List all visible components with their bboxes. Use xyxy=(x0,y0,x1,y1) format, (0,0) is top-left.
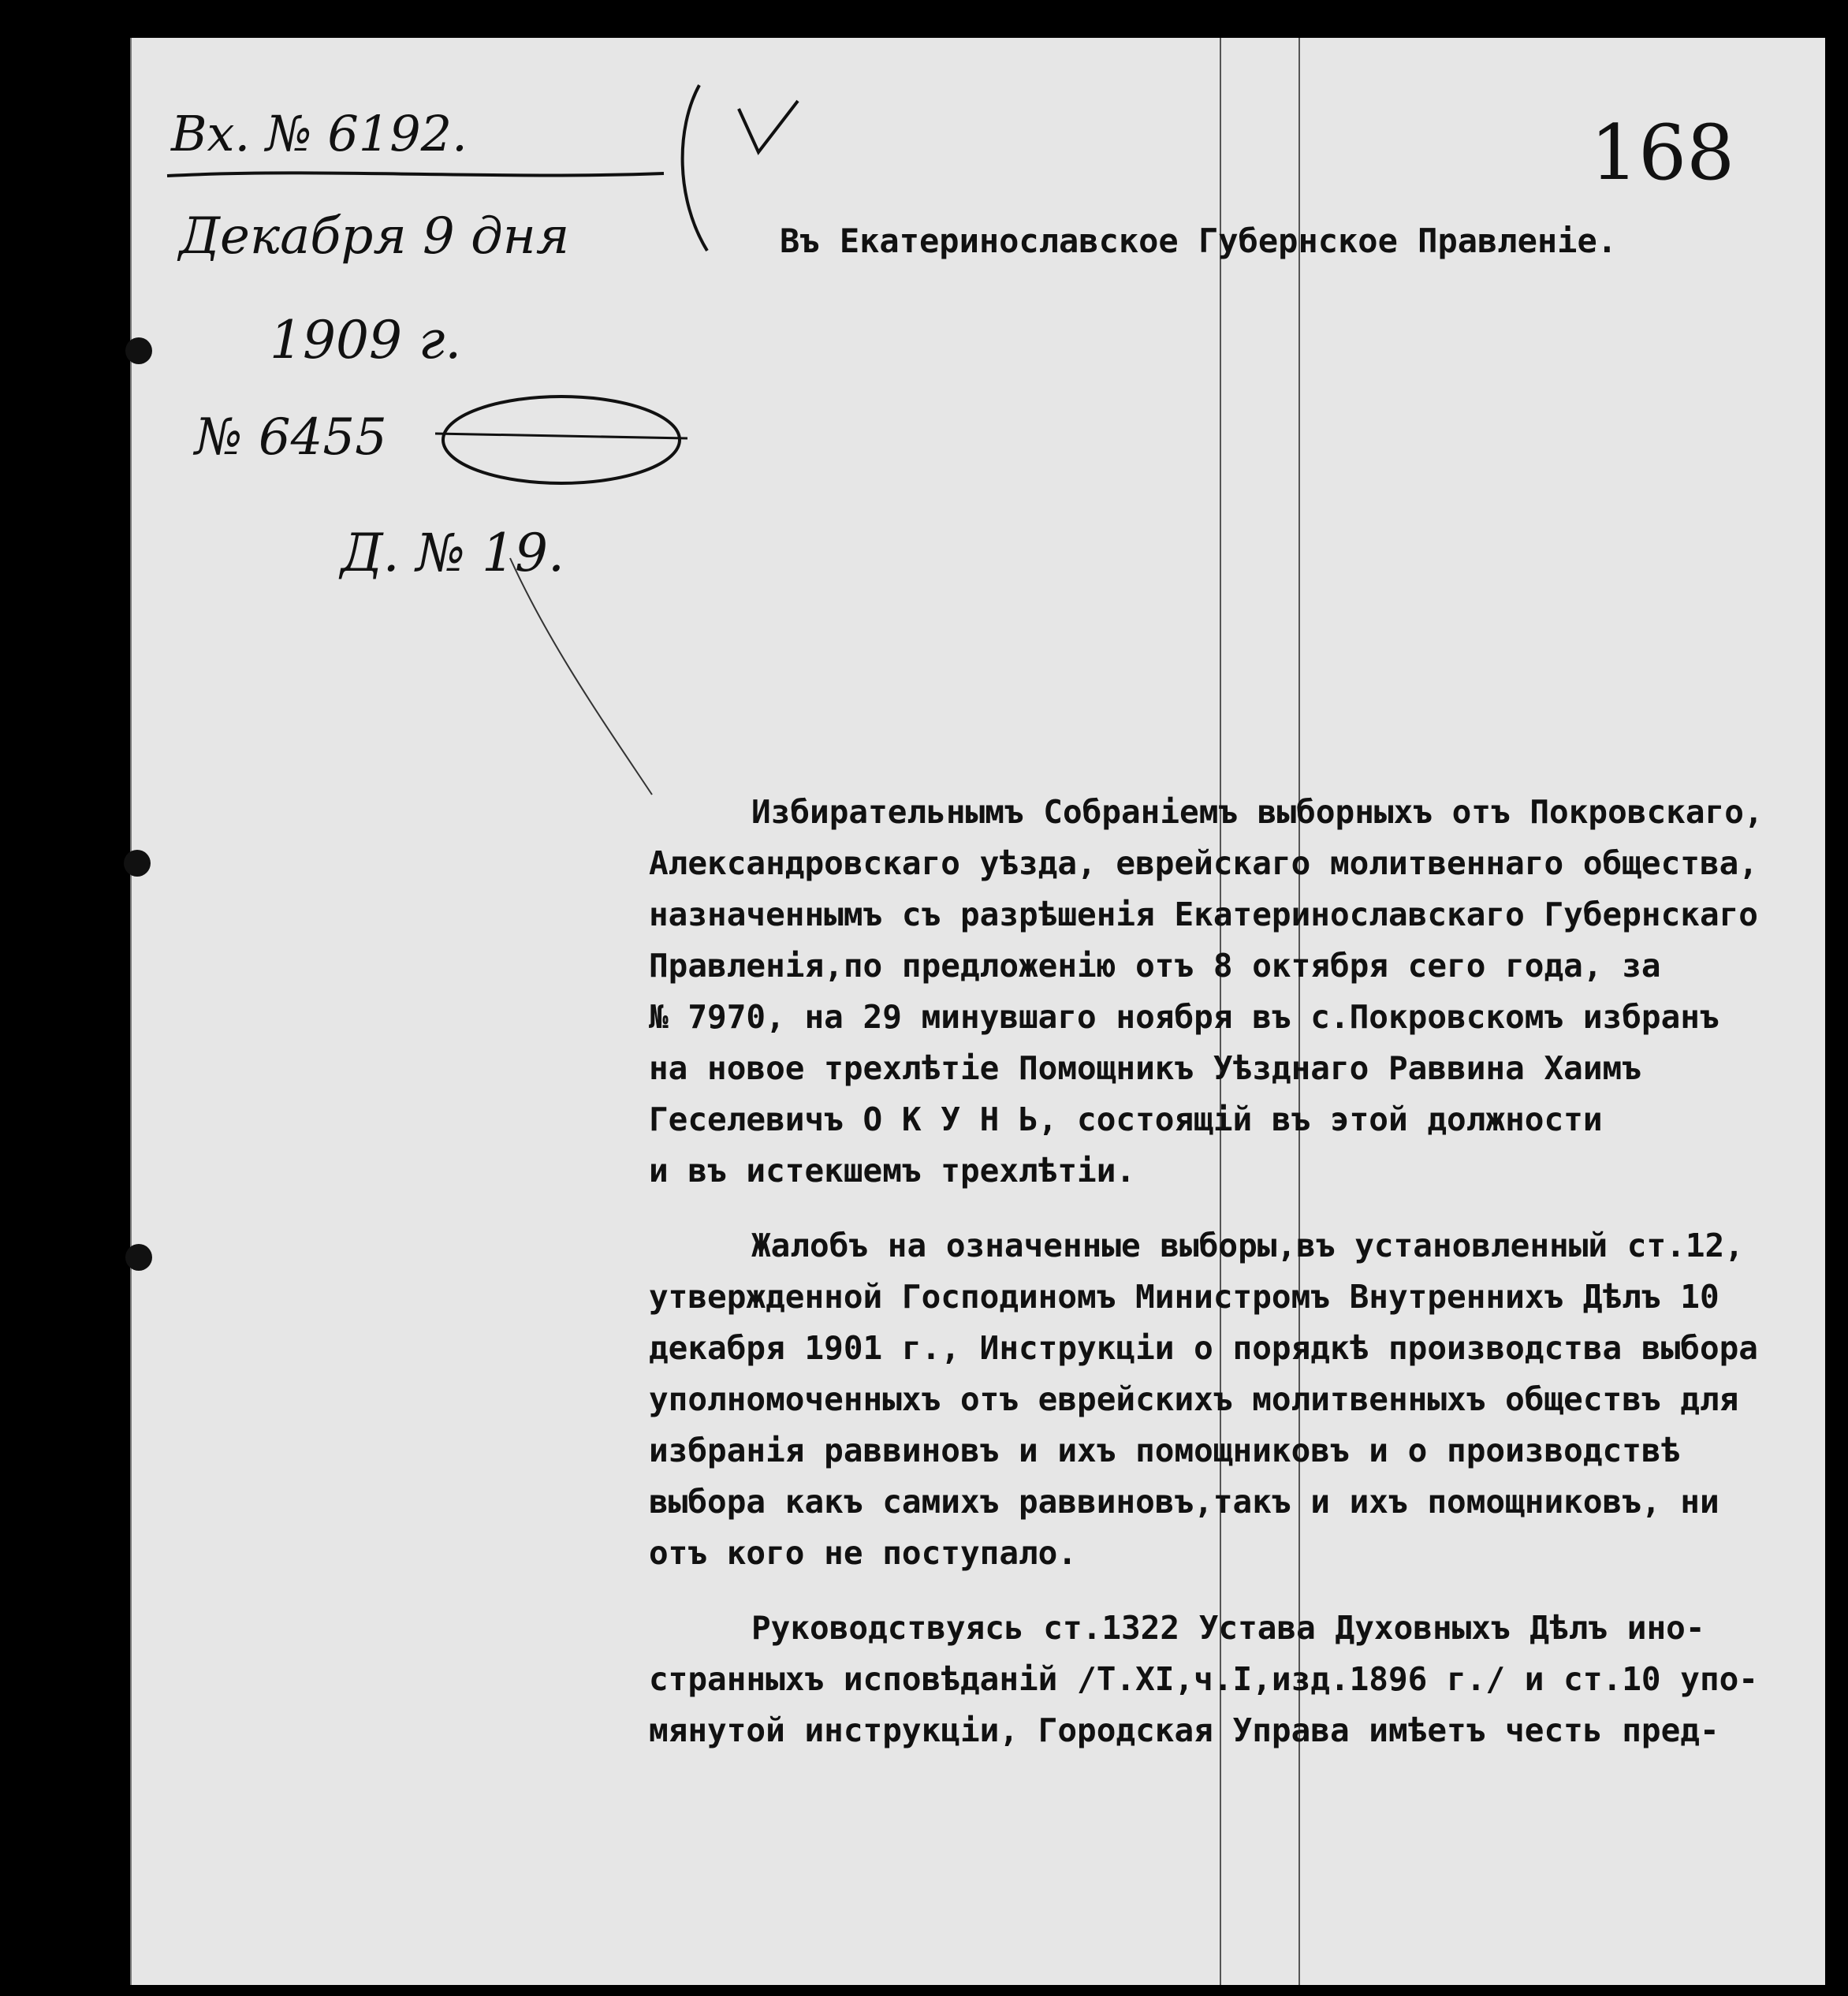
paragraph-request xyxy=(649,1603,1820,1756)
body-line: Геселевичъ О К У Н Ь, состоящій въ этой должности xyxy=(649,1100,1603,1138)
body-line: утвержденной Господиномъ Министромъ Внутреннихъ Дѣлъ 10 xyxy=(649,1278,1719,1316)
body-line: Жалобъ на означенные выборы,въ установленный ст.12, xyxy=(751,1227,1744,1264)
underline-stroke xyxy=(163,164,668,188)
body-line: Александровскаго уѣзда, еврейскаго молитвеннаго общества, xyxy=(649,844,1758,882)
body-line: уполномоченныхъ отъ еврейскихъ молитвенныхъ обществъ для xyxy=(649,1380,1739,1418)
body-line: Избирательнымъ Собраніемъ выборныхъ отъ Покровскаго, xyxy=(751,793,1764,831)
document-page xyxy=(130,38,1825,1985)
body-line: Руководствуясь ст.1322 Устава Духовныхъ Дѣлъ ино- xyxy=(751,1609,1705,1647)
body-line: декабря 1901 г., Инструкціи о порядкѣ производства выбора xyxy=(649,1329,1758,1367)
paragraph-election xyxy=(649,787,1820,1197)
check-mark-stroke xyxy=(731,93,802,164)
date-line: Декабря 9 дня xyxy=(179,207,570,266)
body-line: отъ кого не поступало. xyxy=(649,1534,1078,1572)
body-line: назначеннымъ съ разрѣшенія Екатеринославскаго Губернскаго xyxy=(649,896,1758,933)
bracket-stroke xyxy=(668,81,715,255)
year-line: 1909 г. xyxy=(270,310,462,371)
letter-body xyxy=(649,787,1820,1756)
body-line: на новое трехлѣтіе Помощникъ Уѣзднаго Раввина Хаимъ xyxy=(649,1049,1641,1087)
binding-hole xyxy=(124,850,151,877)
body-line: мянутой инструкціи, Городская Управа имѣетъ честь пред- xyxy=(649,1711,1719,1749)
case-number: Д. № 19. xyxy=(341,523,565,583)
body-line: и въ истекшемъ трехлѣтіи. xyxy=(649,1152,1136,1190)
pen-stroke xyxy=(502,550,660,802)
body-line: № 7970, на 29 минувшаго ноября въ с.Покровскомъ избранъ xyxy=(649,998,1719,1036)
binding-hole xyxy=(125,337,152,364)
binding-hole xyxy=(125,1244,152,1271)
paragraph-complaints xyxy=(649,1220,1820,1579)
page-number: 168 xyxy=(1590,109,1735,197)
body-line: избранія раввиновъ и ихъ помощниковъ и о производствѣ xyxy=(649,1432,1681,1469)
body-line: выбора какъ самихъ раввиновъ,такъ и ихъ помощниковъ, ни xyxy=(649,1483,1719,1521)
addressee-line: Въ Екатеринославское Губернское Правленіе. xyxy=(780,222,1618,260)
incoming-ref-number: Вх. № 6192. xyxy=(171,105,468,162)
file-number: № 6455 xyxy=(195,408,387,467)
body-line: странныхъ исповѣданій /Т.XI,ч.I,изд.1896 г./ и ст.10 упо- xyxy=(649,1660,1758,1698)
body-line: Правленія,по предложенію отъ 8 октября сего года, за xyxy=(649,947,1661,985)
circled-number-stroke xyxy=(435,385,687,495)
